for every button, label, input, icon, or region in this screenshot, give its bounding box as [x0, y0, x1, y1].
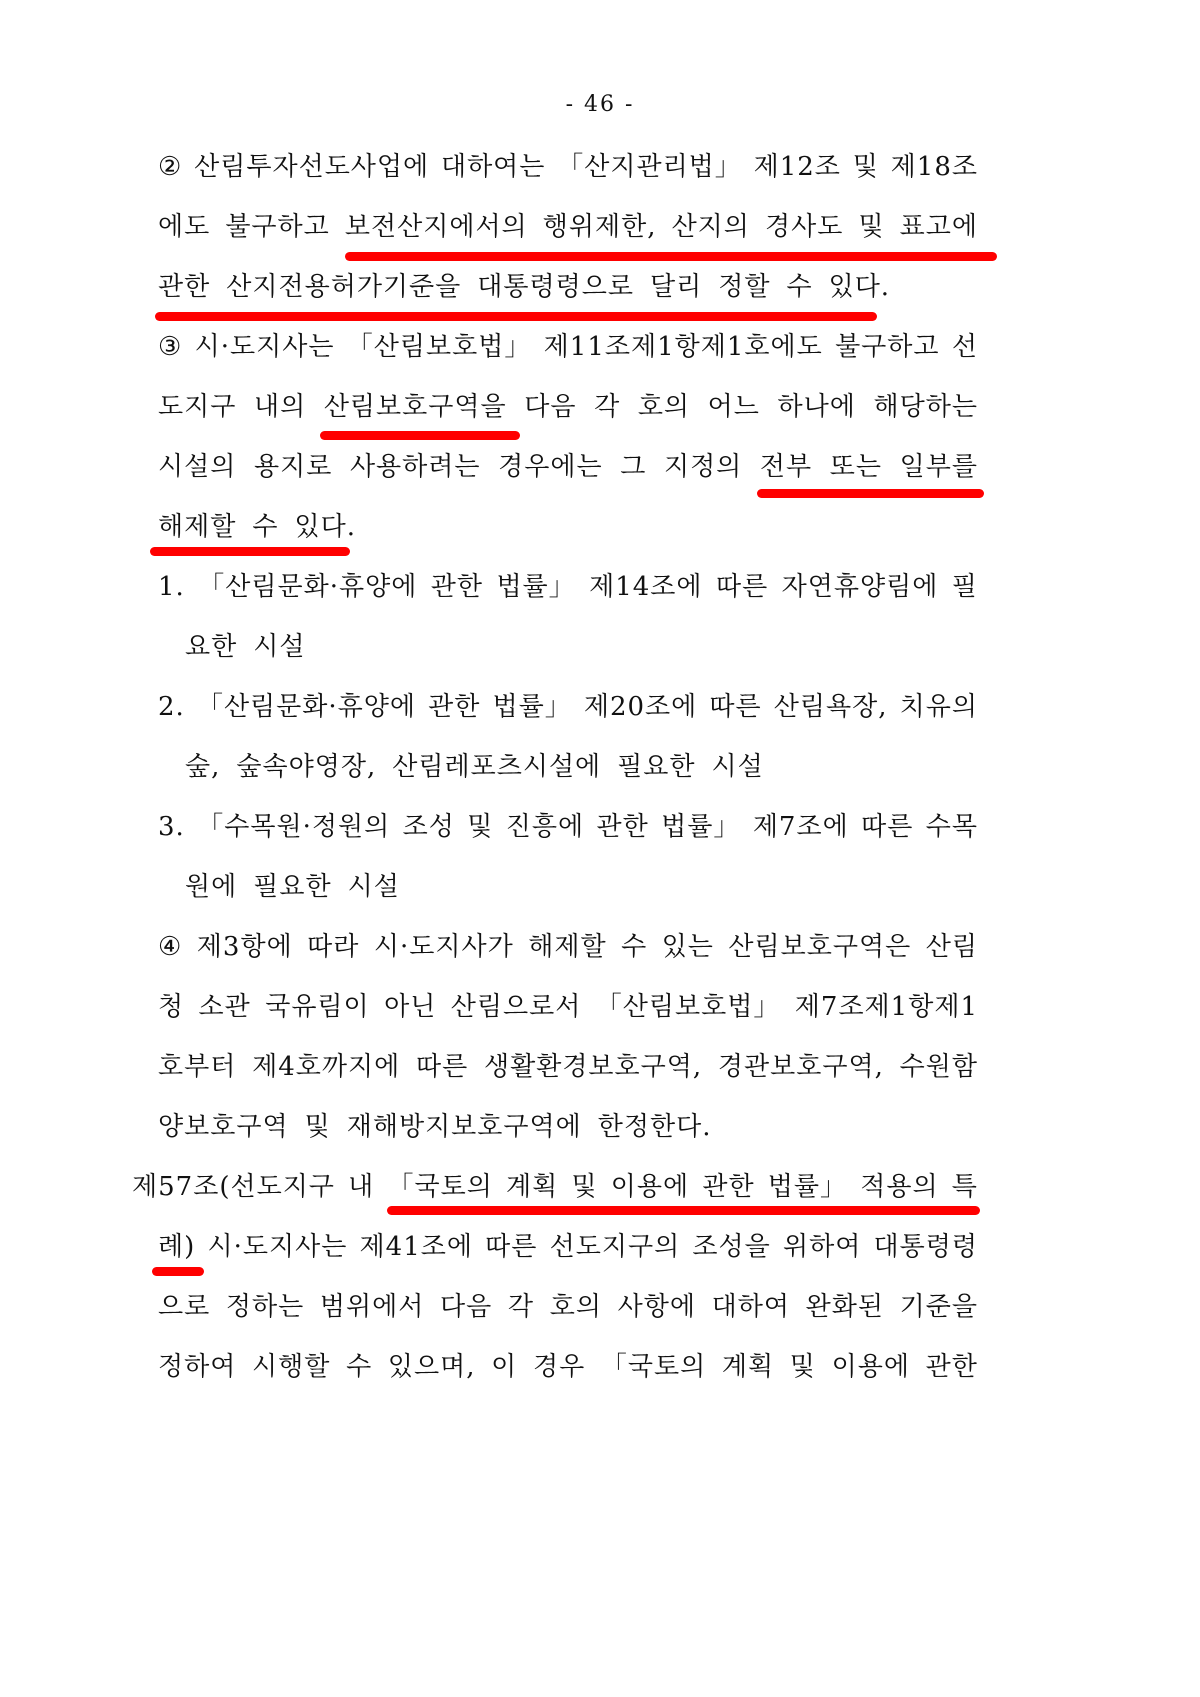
word: 「산림문화·휴양에	[198, 572, 418, 602]
text-line	[158, 447, 978, 487]
word: 법률」	[496, 572, 576, 602]
word: 제12조	[753, 152, 841, 182]
word: 필요한	[253, 872, 332, 902]
word: 소관	[198, 992, 251, 1022]
word: 사용하려는	[349, 452, 481, 482]
word: 도지구	[158, 392, 237, 422]
word: 대통령령으로	[477, 272, 634, 302]
word: 경관보호구역,	[717, 1052, 884, 1082]
text-line	[158, 1047, 978, 1087]
word: 요한	[185, 632, 238, 662]
word: 「산림보호법」	[595, 992, 781, 1022]
word: 수	[252, 512, 279, 542]
word: 내	[348, 1172, 375, 1202]
word: 관한	[430, 572, 483, 602]
word: 「수목원·정원의	[197, 812, 391, 842]
red-underline	[387, 1206, 980, 1215]
text-line	[158, 1107, 712, 1147]
word: 제57조(선도지구	[132, 1172, 335, 1202]
word: 다음	[524, 392, 577, 422]
word: 달리	[649, 272, 703, 302]
text-line	[158, 987, 978, 1027]
word: 청	[158, 992, 185, 1022]
word: 이	[491, 1352, 518, 1382]
word: 다음	[440, 1292, 493, 1322]
word: 제11조제1항제1호에도	[543, 332, 823, 362]
word: 계획	[506, 1172, 559, 1202]
word: 따른	[485, 1232, 538, 1262]
word: 원에	[185, 872, 238, 902]
word: 아닌	[384, 992, 437, 1022]
word: 위하여	[782, 1232, 862, 1262]
word: 시·도지사는	[207, 1232, 348, 1262]
text-line	[158, 1287, 978, 1327]
word: 산림보호구역을	[323, 392, 507, 422]
word: 일부를	[899, 452, 978, 482]
word: 제14조에	[589, 572, 703, 602]
text-line	[158, 927, 978, 967]
word: 산림으로서	[450, 992, 582, 1022]
word: 지정의	[663, 452, 743, 482]
word: 따라	[307, 932, 360, 962]
word: 따른	[709, 692, 762, 722]
word: 해제할	[158, 512, 237, 542]
word: 산림레포츠시설에	[392, 752, 602, 782]
word: 시설	[253, 632, 306, 662]
text-line	[158, 147, 978, 187]
word: 1.	[158, 572, 185, 602]
word: 계획	[721, 1352, 775, 1382]
text-line	[158, 1347, 978, 1387]
word: 보전산지에서의	[344, 212, 528, 242]
word: 관한	[925, 1352, 978, 1382]
word: 있다.	[828, 272, 891, 302]
word: 수원함	[899, 1052, 978, 1082]
text-line	[158, 327, 978, 367]
word: 법률」	[492, 692, 572, 722]
word: 숲속야영장,	[236, 752, 377, 782]
word: 양보호구역	[158, 1112, 289, 1142]
word: 있다.	[294, 512, 356, 542]
word: 호부터	[158, 1052, 237, 1082]
word: 및	[858, 212, 885, 242]
text-line	[132, 1167, 978, 1207]
word: 에도	[158, 212, 211, 242]
word: 하나에	[777, 392, 856, 422]
word: 법률」	[661, 812, 741, 842]
text-line	[158, 807, 978, 847]
word: 「국토의	[600, 1352, 707, 1382]
word: 및	[571, 1172, 598, 1202]
word: 특	[951, 1172, 978, 1202]
word: 관한	[596, 812, 649, 842]
word: 있으며,	[387, 1352, 476, 1382]
text-line	[158, 687, 978, 727]
word: 따른	[861, 812, 914, 842]
text-line	[158, 507, 356, 547]
word: 또는	[829, 452, 882, 482]
word: 조성	[402, 812, 455, 842]
word: 해제할	[528, 932, 607, 962]
text-line	[158, 207, 978, 247]
word: 시설	[711, 752, 764, 782]
word: 시행할	[252, 1352, 331, 1382]
word: 따른	[715, 572, 769, 602]
word: 제7조에	[752, 812, 849, 842]
word: 이용에	[831, 1352, 910, 1382]
word: ④	[158, 932, 183, 962]
word: 제18조	[890, 152, 978, 182]
word: 수	[346, 1352, 373, 1382]
word: 정하는	[225, 1292, 305, 1322]
word: 정할	[718, 272, 771, 302]
word: 제20조에	[583, 692, 698, 722]
word: 경우	[532, 1352, 586, 1382]
word: 있는	[661, 932, 714, 962]
word: 전부	[759, 452, 813, 482]
text-line	[185, 747, 764, 787]
word: 대통령령	[873, 1232, 978, 1262]
red-underline	[152, 1267, 204, 1276]
word: 조성을	[692, 1232, 771, 1262]
word: 내의	[253, 392, 307, 422]
word: 례)	[158, 1232, 196, 1262]
word: 한정한다.	[597, 1112, 712, 1142]
word: 필요한	[617, 752, 696, 782]
word: 호의	[637, 392, 691, 422]
word: 행위제한,	[542, 212, 657, 242]
word: 산지전용허가기준을	[226, 272, 462, 302]
word: 제41조에	[359, 1232, 473, 1262]
word: 자연휴양림에	[781, 572, 939, 602]
word: 시설의	[158, 452, 237, 482]
word: 대하여는	[440, 152, 546, 182]
word: 각	[507, 1292, 535, 1322]
text-line	[185, 867, 400, 907]
page-number: - 46 -	[565, 92, 635, 117]
word: 재해방지보호구역에	[346, 1112, 582, 1142]
word: 법률」	[767, 1172, 848, 1202]
word: 수	[621, 932, 648, 962]
word: 선	[951, 332, 978, 362]
word: 및	[467, 812, 494, 842]
word: 기준을	[899, 1292, 978, 1322]
word: 산지의	[671, 212, 750, 242]
word: 시·도지사가	[373, 932, 514, 962]
word: 「산지관리법」	[557, 152, 742, 182]
text-line	[185, 627, 305, 667]
word: 범위에서	[319, 1292, 425, 1322]
word: 어느	[707, 392, 760, 422]
word: 진흥에	[505, 812, 585, 842]
red-underline	[757, 489, 984, 498]
word: 그	[620, 452, 647, 482]
word: 제4호까지에	[252, 1052, 401, 1082]
word: 관한	[428, 692, 481, 722]
word: 산림투자선도사업에	[194, 152, 430, 182]
word: 및	[789, 1352, 816, 1382]
word: 국유림이	[265, 992, 370, 1022]
text-line	[158, 267, 890, 307]
word: 및	[304, 1112, 331, 1142]
word: 따른	[415, 1052, 469, 1082]
word: 선도지구의	[549, 1232, 681, 1262]
word: 표고에	[899, 212, 978, 242]
word: 관한	[158, 272, 211, 302]
word: 완화된	[805, 1292, 884, 1322]
red-underline	[155, 312, 877, 321]
word: 숲,	[185, 752, 221, 782]
word: 산림보호구역은	[728, 932, 912, 962]
red-underline	[345, 252, 997, 261]
word: 이용에	[610, 1172, 690, 1202]
word: 수목	[925, 812, 978, 842]
word: ②	[158, 152, 183, 182]
word: 경우에는	[498, 452, 603, 482]
word: ③	[158, 332, 183, 362]
text-line	[158, 387, 978, 427]
word: 산림욕장,	[773, 692, 888, 722]
word: 및	[852, 152, 879, 182]
word: 「산림문화·휴양에	[196, 692, 417, 722]
word: 사항에	[617, 1292, 696, 1322]
word: 수	[786, 272, 813, 302]
word: 관한	[702, 1172, 755, 1202]
word: 3.	[158, 812, 185, 842]
word: 정하여	[158, 1352, 237, 1382]
word: 필	[951, 572, 978, 602]
word: 산림	[925, 932, 978, 962]
red-underline	[150, 547, 350, 556]
word: 2.	[158, 692, 185, 722]
text-line	[158, 567, 978, 607]
word: 경사도	[765, 212, 844, 242]
word: 적용의	[860, 1172, 939, 1202]
word: 생활환경보호구역,	[483, 1052, 703, 1082]
word: 각	[594, 392, 621, 422]
word: 으로	[158, 1292, 211, 1322]
word: 불구하고	[835, 332, 940, 362]
word: 제3항에	[196, 932, 293, 962]
word: 「산림보호법」	[346, 332, 532, 362]
red-underline	[320, 431, 520, 440]
word: 불구하고	[225, 212, 330, 242]
word: 해당하는	[873, 392, 978, 422]
word: 「국토의	[387, 1172, 493, 1202]
word: 치유의	[899, 692, 978, 722]
word: 시설	[347, 872, 400, 902]
word: 시·도지사는	[194, 332, 335, 362]
word: 용지로	[253, 452, 333, 482]
word: 대하여	[711, 1292, 790, 1322]
word: 호의	[549, 1292, 602, 1322]
word: 제7조제1항제1	[794, 992, 978, 1022]
text-line	[158, 1227, 978, 1267]
